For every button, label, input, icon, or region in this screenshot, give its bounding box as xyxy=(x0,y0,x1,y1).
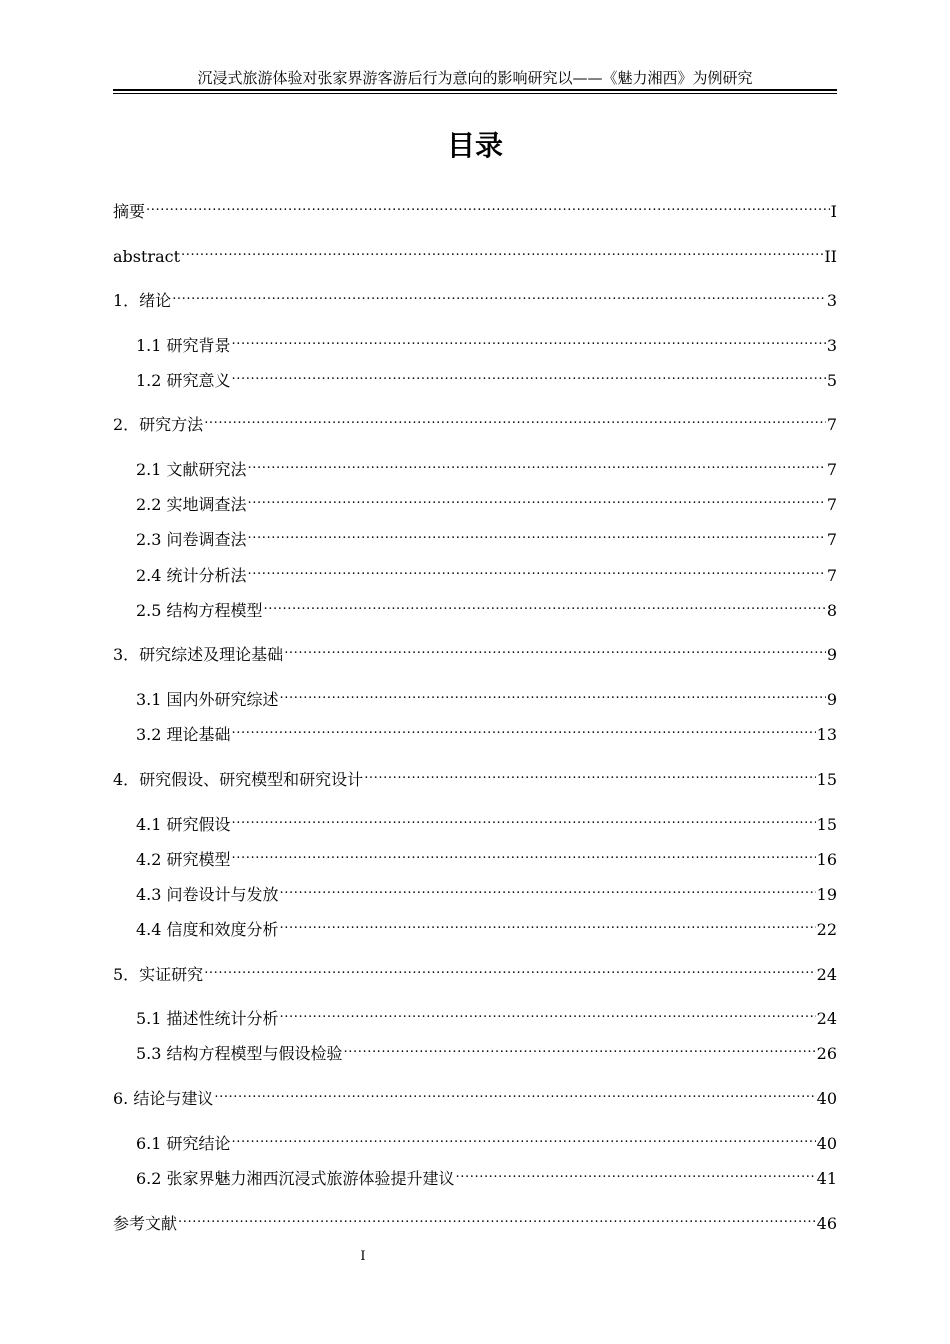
toc-entry-chapter-1[interactable] xyxy=(113,284,837,312)
toc-entry-abstract-en[interactable] xyxy=(113,240,837,268)
toc-entry-page: 24 xyxy=(816,965,837,984)
toc-entry-page: 9 xyxy=(826,690,837,709)
dot-leader xyxy=(146,195,830,217)
toc-entry-section-1-2[interactable] xyxy=(136,364,837,392)
toc-entry-page: 46 xyxy=(816,1214,837,1233)
footer-page-number: I xyxy=(360,1249,366,1264)
toc-entry-label: 3．研究综述及理论基础 xyxy=(113,645,284,664)
toc-entry-page: 7 xyxy=(826,495,837,514)
toc-entry-page: 9 xyxy=(826,645,837,664)
dot-leader xyxy=(456,1162,816,1184)
toc-entry-chapter-2[interactable] xyxy=(113,408,837,436)
toc-entry-label: 4.2 研究模型 xyxy=(136,850,231,869)
toc-entry-label: 4.4 信度和效度分析 xyxy=(136,920,279,939)
toc-entry-section-4-1[interactable] xyxy=(136,808,837,836)
toc-entry-section-3-1[interactable] xyxy=(136,683,837,711)
toc-entry-section-2-5[interactable] xyxy=(136,594,837,622)
dot-leader xyxy=(232,1127,816,1149)
toc-entry-label: 1．绪论 xyxy=(113,291,172,310)
toc-entry-page: 3 xyxy=(826,336,837,355)
toc-entry-section-6-1[interactable] xyxy=(136,1127,837,1155)
toc-entry-section-2-1[interactable] xyxy=(136,453,837,481)
dot-leader xyxy=(280,878,816,900)
dot-leader xyxy=(280,1002,816,1024)
dot-leader xyxy=(232,718,816,740)
toc-entry-page: 24 xyxy=(816,1009,837,1028)
toc-entry-page: 7 xyxy=(826,566,837,585)
toc-entry-page: 41 xyxy=(816,1169,837,1188)
toc-entry-page: 3 xyxy=(826,291,837,310)
toc-entry-section-5-3[interactable] xyxy=(136,1037,837,1065)
dot-leader xyxy=(248,488,826,510)
toc-entry-chapter-3[interactable] xyxy=(113,638,837,666)
toc-entry-page: 7 xyxy=(826,530,837,549)
toc-entry-section-3-2[interactable] xyxy=(136,718,837,746)
toc-entry-label: 5.1 描述性统计分析 xyxy=(136,1009,279,1028)
toc-entry-label: abstract xyxy=(113,247,180,266)
toc-entry-page: 40 xyxy=(816,1089,837,1108)
toc-entry-label: 4.3 问卷设计与发放 xyxy=(136,885,279,904)
dot-leader xyxy=(204,958,815,980)
toc-entry-page: 8 xyxy=(826,601,837,620)
toc-entry-label: 参考文献 xyxy=(113,1214,178,1233)
toc-entry-label: 5．实证研究 xyxy=(113,965,204,984)
toc-entry-label: 2.5 结构方程模型 xyxy=(136,601,263,620)
dot-leader xyxy=(181,240,823,262)
toc-entry-section-4-2[interactable] xyxy=(136,843,837,871)
dot-leader xyxy=(248,523,826,545)
toc-entry-label: 4.1 研究假设 xyxy=(136,815,231,834)
toc-entry-section-2-2[interactable] xyxy=(136,488,837,516)
dot-leader xyxy=(248,453,826,475)
toc-entry-label: 摘要 xyxy=(113,202,146,221)
toc-entry-page: 7 xyxy=(826,460,837,479)
toc-entry-section-4-3[interactable] xyxy=(136,878,837,906)
toc-entry-label: 6.1 研究结论 xyxy=(136,1134,231,1153)
toc-entry-page: II xyxy=(824,247,837,266)
dot-leader xyxy=(264,594,826,616)
toc-entry-section-6-2[interactable] xyxy=(136,1162,837,1190)
toc-entry-abstract-cn[interactable] xyxy=(113,195,837,223)
dot-leader xyxy=(284,638,826,660)
toc-entry-page: I xyxy=(830,202,837,221)
dot-leader xyxy=(232,364,826,386)
toc-entry-chapter-5[interactable] xyxy=(113,958,837,986)
toc-entry-label: 2.1 文献研究法 xyxy=(136,460,247,479)
toc-entry-page: 5 xyxy=(826,371,837,390)
toc-entry-page: 7 xyxy=(826,415,837,434)
toc-entry-label: 2.3 问卷调查法 xyxy=(136,530,247,549)
toc-entry-page: 13 xyxy=(816,725,837,744)
toc-entry-section-5-1[interactable] xyxy=(136,1002,837,1030)
toc-entry-label: 2.2 实地调查法 xyxy=(136,495,247,514)
toc-entry-section-4-4[interactable] xyxy=(136,913,837,941)
toc-entry-label: 2．研究方法 xyxy=(113,415,204,434)
dot-leader xyxy=(232,329,826,351)
running-header: 沉浸式旅游体验对张家界游客游后行为意向的影响研究以——《魅力湘西》为例研究 xyxy=(197,69,753,87)
toc-entry-label: 4．研究假设、研究模型和研究设计 xyxy=(113,770,364,789)
header-rule-secondary xyxy=(113,93,837,94)
dot-leader xyxy=(214,1082,815,1104)
toc-entry-page: 19 xyxy=(816,885,837,904)
toc-entry-section-2-3[interactable] xyxy=(136,523,837,551)
toc-entry-page: 26 xyxy=(816,1044,837,1063)
toc-entry-section-2-4[interactable] xyxy=(136,559,837,587)
toc-entry-page: 15 xyxy=(816,815,837,834)
toc-entry-chapter-6[interactable] xyxy=(113,1082,837,1110)
toc-entry-label: 3.2 理论基础 xyxy=(136,725,231,744)
toc-entry-page: 40 xyxy=(816,1134,837,1153)
toc-entry-chapter-4[interactable] xyxy=(113,763,837,791)
toc-entry-label: 1.2 研究意义 xyxy=(136,371,231,390)
toc-entry-label: 5.3 结构方程模型与假设检验 xyxy=(136,1044,343,1063)
dot-leader xyxy=(232,843,816,865)
toc-entry-references[interactable] xyxy=(113,1207,837,1235)
toc-entry-page: 15 xyxy=(816,770,837,789)
dot-leader xyxy=(232,808,816,830)
toc-entry-label: 3.1 国内外研究综述 xyxy=(136,690,279,709)
dot-leader xyxy=(172,284,826,306)
dot-leader xyxy=(178,1207,816,1229)
toc-entry-label: 2.4 统计分析法 xyxy=(136,566,247,585)
dot-leader xyxy=(364,763,815,785)
toc-entry-page: 16 xyxy=(816,850,837,869)
toc-entry-page: 22 xyxy=(816,920,837,939)
dot-leader xyxy=(280,913,816,935)
toc-title: 目录 xyxy=(446,129,503,162)
toc-entry-section-1-1[interactable] xyxy=(136,329,837,357)
toc-entry-label: 6. 结论与建议 xyxy=(113,1089,214,1108)
dot-leader xyxy=(248,559,826,581)
dot-leader xyxy=(344,1037,816,1059)
toc-entry-label: 1.1 研究背景 xyxy=(136,336,231,355)
dot-leader xyxy=(204,408,826,430)
header-rule xyxy=(113,89,837,91)
toc-entry-label: 6.2 张家界魅力湘西沉浸式旅游体验提升建议 xyxy=(136,1169,455,1188)
dot-leader xyxy=(280,683,826,705)
